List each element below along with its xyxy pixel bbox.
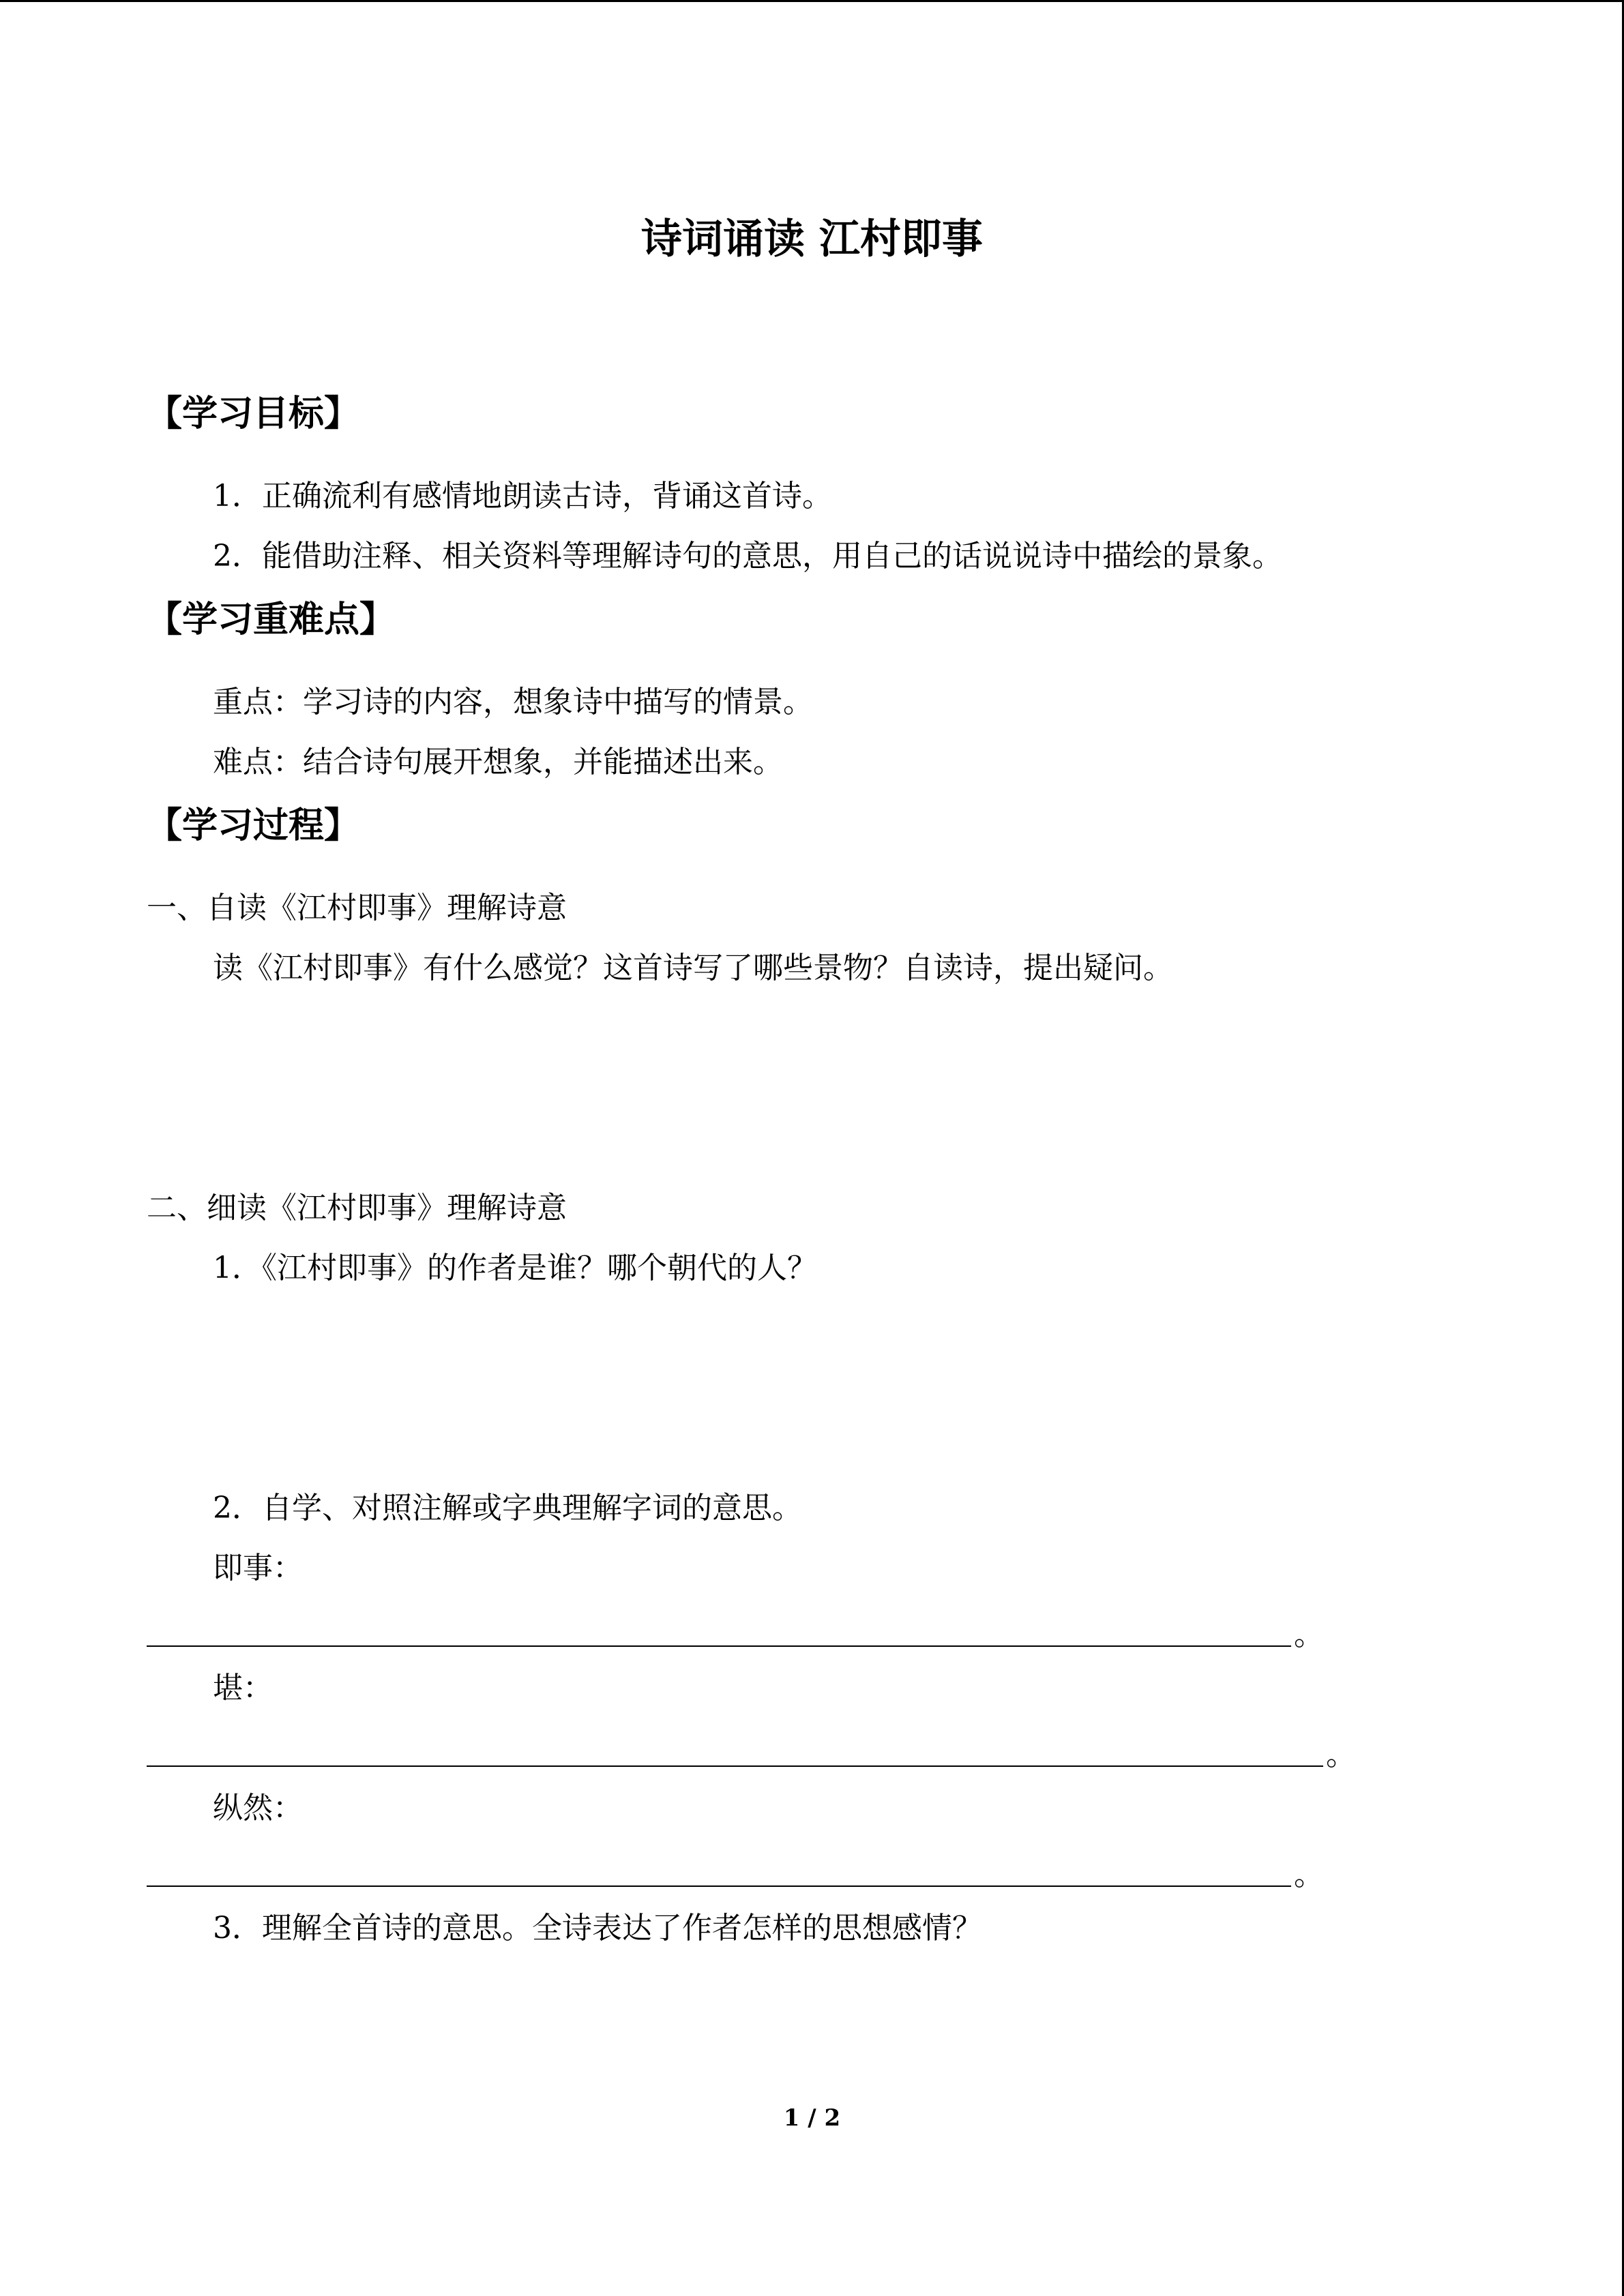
goals-heading: 【学习目标】 <box>147 393 360 434</box>
term-zongran: 纵然： <box>213 1791 303 1825</box>
page-title: 诗词诵读 江村即事 <box>641 215 983 263</box>
key-points-heading: 【学习重难点】 <box>147 599 396 640</box>
goal-item-2: 2．能借助注释、相关资料等理解诗句的意思，用自己的话说说诗中描绘的景象。 <box>213 539 1282 573</box>
term-jishi: 即事： <box>213 1551 303 1585</box>
part2-title: 二、细读《江村即事》理解诗意 <box>147 1191 567 1225</box>
page-number: 1 / 2 <box>783 2104 841 2132</box>
question-2: 2．自学、对照注解或字典理解字词的意思。 <box>213 1491 802 1525</box>
term-kan: 堪： <box>213 1671 273 1705</box>
goal-item-1: 1．正确流利有感情地朗读古诗，背诵这首诗。 <box>213 479 832 513</box>
important-point: 重点：学习诗的内容，想象诗中描写的情景。 <box>213 685 813 719</box>
process-heading: 【学习过程】 <box>147 805 360 846</box>
answer-line-kan[interactable] <box>147 1765 1323 1767</box>
part1-title: 一、自读《江村即事》理解诗意 <box>147 891 567 925</box>
line-end-period: 。 <box>1294 1617 1324 1652</box>
question-3: 3．理解全首诗的意思。全诗表达了作者怎样的思想感情？ <box>213 1911 982 1945</box>
difficult-point: 难点：结合诗句展开想象，并能描述出来。 <box>213 745 783 779</box>
answer-line-zongran[interactable] <box>147 1885 1291 1887</box>
line-end-period: 。 <box>1326 1738 1356 1772</box>
part1-question: 读《江村即事》有什么感觉？这首诗写了哪些景物？自读诗，提出疑问。 <box>213 951 1173 985</box>
answer-line-jishi[interactable] <box>147 1645 1291 1647</box>
line-end-period: 。 <box>1294 1858 1324 1892</box>
question-1: 1．《江村即事》的作者是谁？哪个朝代的人？ <box>213 1251 817 1285</box>
